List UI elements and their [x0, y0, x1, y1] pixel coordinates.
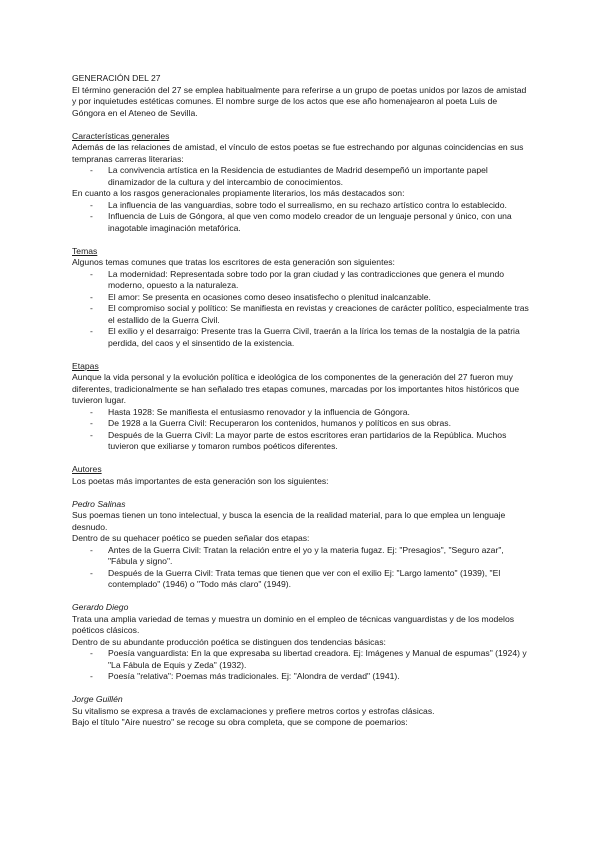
etapas-intro: Aunque la vida personal y la evolución política e ideológica de los componentes de la generación del 27 fueron muy diferentes, tradicionalmente se han señalado tres etapas comunes, marcadas por los importantes hitos históricos que tuvieron lugar. — [72, 372, 520, 405]
list-item: - El exilio y el desarraigo: Presente tras la Guerra Civil, traerán a la lírica los temas de la nostalgia de la patria perdida, del caos y el sinsentido de la existencia. — [72, 326, 530, 349]
document-title: GENERACIÓN DEL 27 — [72, 73, 161, 83]
list-item: - Hasta 1928: Se manifiesta el entusiasmo renovador y la influencia de Góngora. — [72, 407, 530, 419]
diego-paragraph-2: Dentro de su abundante producción poética se distinguen dos tendencias básicas: — [72, 636, 386, 647]
list-item: - Influencia de Luis de Góngora, al que ven como modelo creador de un lenguaje personal y único, con una inagotable imaginación metafórica. — [72, 211, 530, 234]
etapas-list — [72, 407, 530, 453]
caracteristicas-paragraph-1: Además de las relaciones de amistad, el vínculo de estos poetas se fue estrechando por algunas coincidencias en sus tempranas carreras literarias: — [72, 142, 524, 164]
list-item: - Después de la Guerra Civil: La mayor parte de estos escritores eran partidarios de la República. Muchos tuvieron que exiliarse y tomaron rumbos poéticos diferentes. — [72, 430, 530, 453]
temas-intro: Algunos temas comunes que tratas los escritores de esta generación son siguientes: — [72, 257, 395, 267]
section-heading-autores: Autores — [72, 464, 102, 474]
intro-paragraph: El término generación del 27 se emplea habitualmente para referirse a un grupo de poetas unidos por lazos de amistad y por inquietudes estéticas comunes. El nombre surge de los actos que ese año homenajearon al poeta Luis de Góngora en el Ateneo de Sevilla. — [72, 84, 527, 118]
list-item: - Poesía "relativa": Poemas más tradicionales. Ej: "Alondra de verdad" (1941). — [72, 671, 530, 683]
list-item: - Después de la Guerra Civil: Trata temas que tienen que ver con el exilio Ej: "Largo lamento" (1939), "El contemplado" (1946) o "Todo más claro" (1949). — [72, 568, 530, 591]
caracteristicas-list-2 — [72, 200, 530, 235]
author-name-diego: Gerardo Diego — [72, 602, 129, 612]
salinas-paragraph-1: Sus poemas tienen un tono intelectual, y busca la esencia de la realidad material, para lo que emplea un lenguaje desnudo. — [72, 510, 506, 532]
author-name-salinas: Pedro Salinas — [72, 498, 126, 509]
salinas-paragraph-2: Dentro de su quehacer poético se pueden señalar dos etapas: — [72, 533, 310, 543]
section-heading-temas: Temas — [72, 245, 98, 256]
diego-list — [72, 648, 530, 683]
caracteristicas-paragraph-2: En cuanto a los rasgos generacionales propiamente literarios, los más destacados son: — [72, 188, 405, 198]
list-item: - La influencia de las vanguardias, sobre todo el surrealismo, en su rechazo artístico contra lo establecido. — [72, 200, 530, 212]
list-item: - La convivencia artística en la Residencia de estudiantes de Madrid desempeñó un importante papel dinamizador de la cultura y del intercambio de conocimientos. — [72, 165, 530, 188]
author-name-guillen: Jorge Guillén — [72, 694, 123, 704]
list-item: - Poesía vanguardista: En la que expresaba su libertad creadora. Ej: Imágenes y Manual de espumas" (1924) y "La Fábula de Equis y Zeda" (1932). — [72, 648, 530, 671]
list-item: - El amor: Se presenta en ocasiones como deseo insatisfecho o plenitud inalcanzable. — [72, 292, 530, 304]
guillen-paragraph-1: Su vitalismo se expresa a través de exclamaciones y prefiere metros cortos y estrofas clásicas. — [72, 705, 435, 716]
list-item: - De 1928 a la Guerra Civil: Recuperaron los contenidos, humanos y políticos en sus obras. — [72, 418, 530, 430]
list-item: - La modernidad: Representada sobre todo por la gran ciudad y las contradicciones que genera el mundo moderno, opuesto a la naturaleza. — [72, 269, 530, 292]
temas-list — [72, 269, 530, 350]
list-item: - Antes de la Guerra Civil: Tratan la relación entre el yo y la materia fugaz. Ej: "Presagios", "Seguro azar", "Fábula y signo". — [72, 545, 530, 568]
document-page — [72, 73, 530, 729]
caracteristicas-list-1 — [72, 165, 530, 188]
section-heading-etapas: Etapas — [72, 360, 99, 371]
salinas-list — [72, 545, 530, 591]
autores-intro: Los poetas más importantes de esta generación son los siguientes: — [72, 475, 329, 486]
diego-paragraph-1: Trata una amplia variedad de temas y muestra un dominio en el empleo de técnicas vanguardistas y de los modelos poéticos clásicos. — [72, 613, 515, 635]
section-heading-caracteristicas: Características generales — [72, 130, 170, 141]
list-item: - El compromiso social y político: Se manifiesta en revistas y creaciones de carácter político, especialmente tras el estallido de la Guerra Civil. — [72, 303, 530, 326]
guillen-paragraph-2: Bajo el título "Aire nuestro" se recoge su obra completa, que se compone de poemarios: — [72, 717, 408, 727]
